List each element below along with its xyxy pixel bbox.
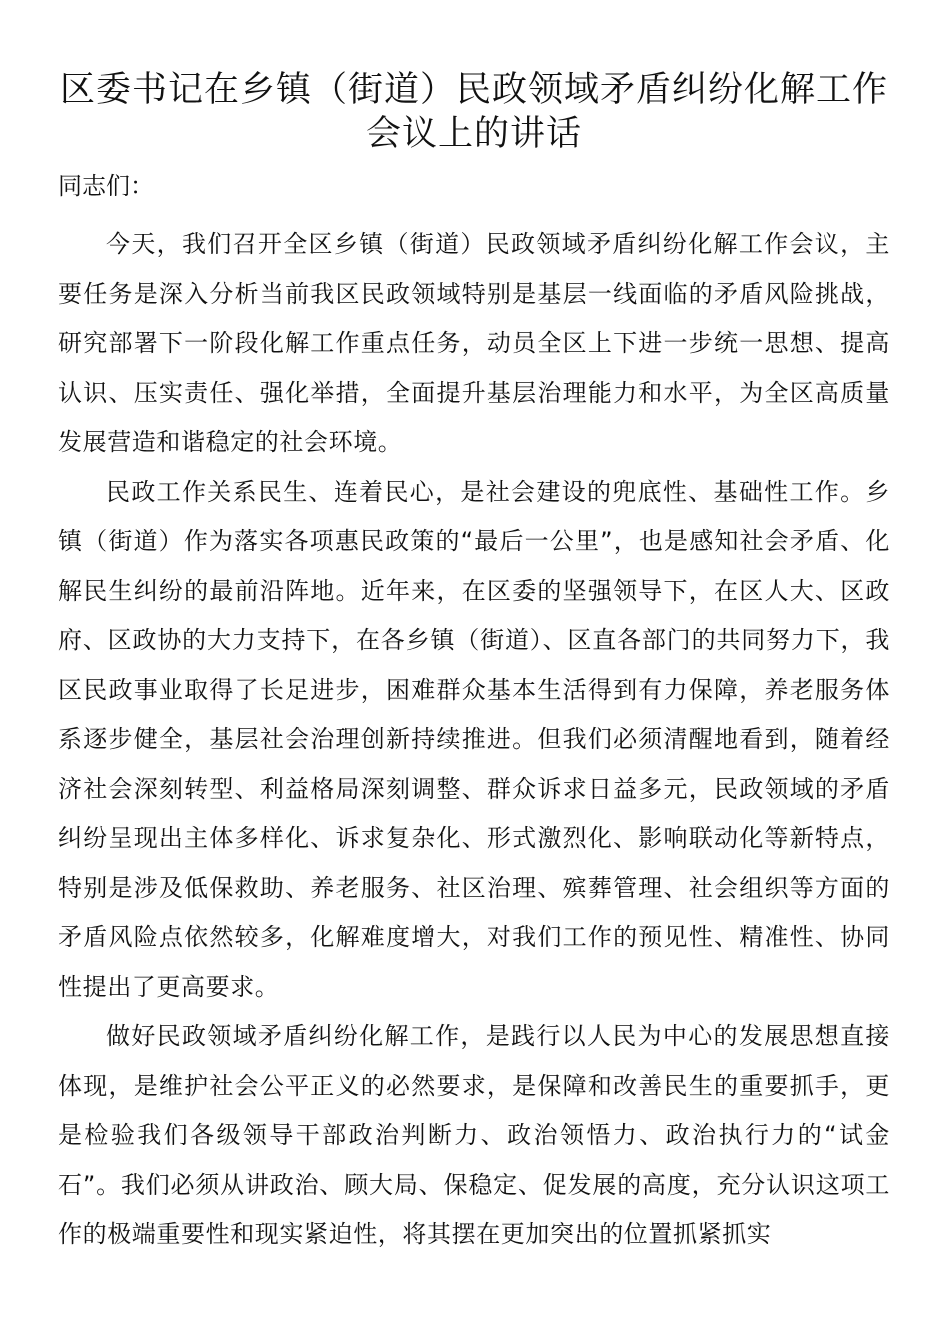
paragraph-2: 民政工作关系民生、连着民心，是社会建设的兜底性、基础性工作。乡镇（街道）作为落实各项惠民政策的“最后一公里”，也是感知社会矛盾、化解民生纠纷的最前沿阵地。近年来，在区委的坚强领导下，在区人大、区政府、区政协的大力支持下，在各乡镇（街道）、区直各部门的共同努力下，我区民政事业取得了长足进步，困难群众基本生活得到有力保障，养老服务体系逐步健全，基层社会治理创新持续推进。但我们必须清醒地看到，随着经济社会深刻转型、利益格局深刻调整、群众诉求日益多元，民政领域的矛盾纠纷呈现出主体多样化、诉求复杂化、形式激烈化、影响联动化等新特点，特别是涉及低保救助、养老服务、社区治理、殡葬管理、社会组织等方面的矛盾风险点依然较多，化解难度增大，对我们工作的预见性、精准性、协同性提出了更高要求。 <box>58 477 890 1001</box>
paragraph-1: 今天，我们召开全区乡镇（街道）民政领域矛盾纠纷化解工作会议，主要任务是深入分析当前我区民政领域特别是基层一线面临的矛盾风险挑战，研究部署下一阶段化解工作重点任务，动员全区上下进一步统一思想、提高认识、压实责任、强化举措，全面提升基层治理能力和水平，为全区高质量发展营造和谐稳定的社会环境。 <box>58 230 890 456</box>
title-line-2: 会议上的讲话 <box>365 114 582 154</box>
title-line-1: 区委书记在乡镇（街道）民政领域矛盾纠纷化解工作 <box>59 70 888 110</box>
paragraph-3: 做好民政领域矛盾纠纷化解工作，是践行以人民为中心的发展思想直接体现，是维护社会公平正义的必然要求，是保障和改善民生的重要抓手，更是检验我们各级领导干部政治判断力、政治领悟力、政治执行力的“试金石”。我们必须从讲政治、顾大局、保稳定、促发展的高度，充分认识这项工作的极端重要性和现实紧迫性，将其摆在更加突出的位置抓紧抓实 <box>58 1022 890 1248</box>
salutation: 同志们： <box>58 172 154 200</box>
document-title <box>58 68 890 156</box>
